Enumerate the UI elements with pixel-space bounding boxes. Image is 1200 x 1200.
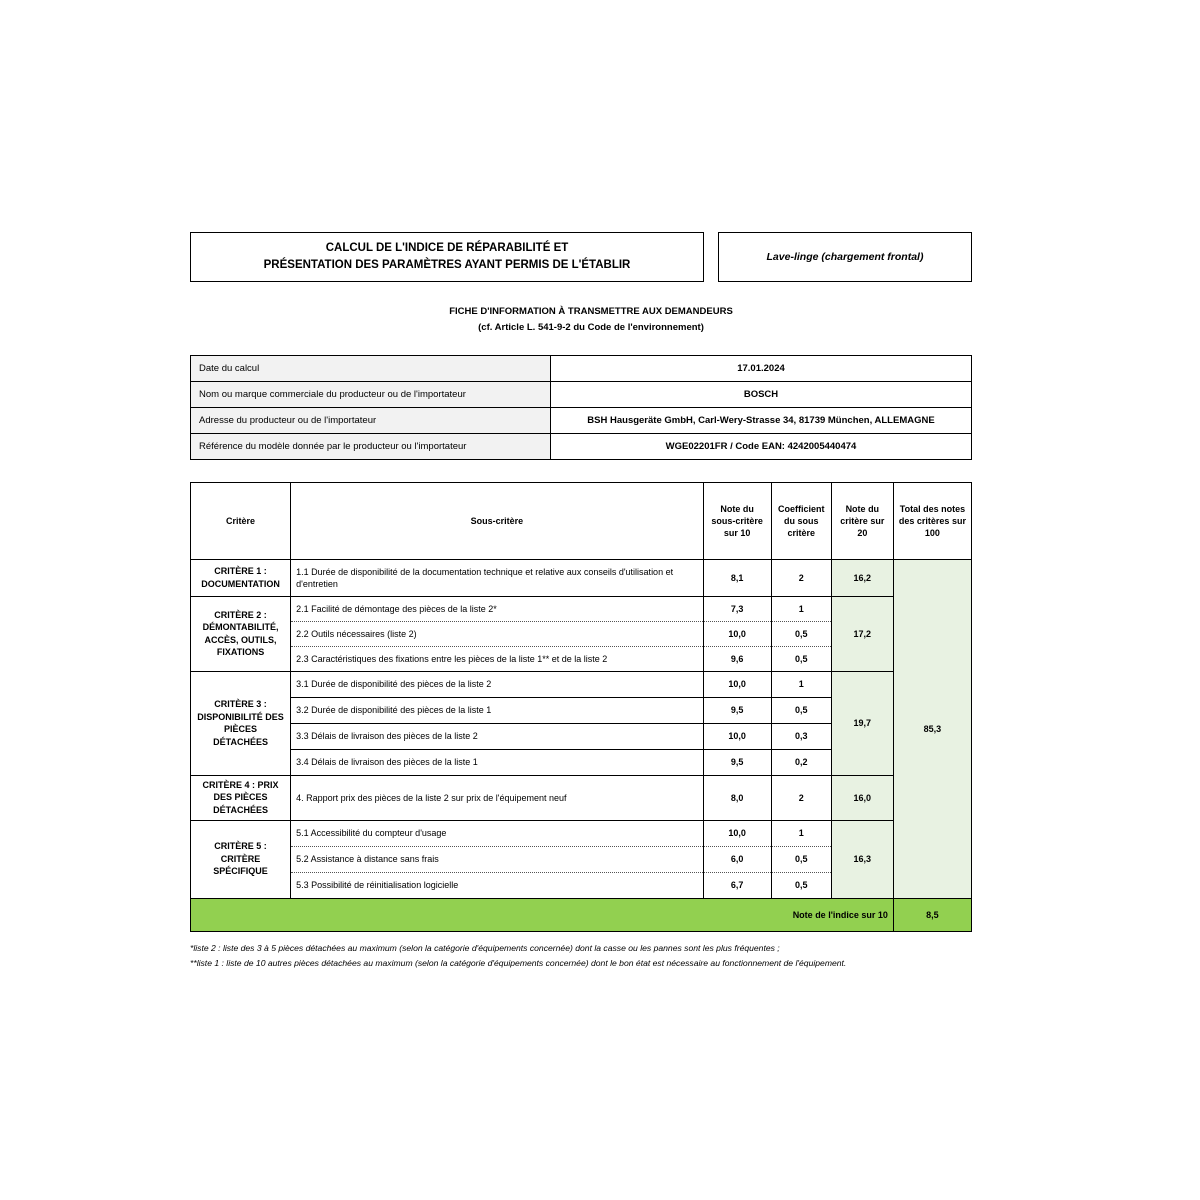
criterion-name-5: CRITÈRE 5 : CRITÈRE SPÉCIFIQUE [191, 820, 291, 898]
subcriterion-coef-2-3: 0,5 [771, 646, 831, 671]
subcriterion-note-2-2: 10,0 [703, 621, 771, 646]
subcriterion-coef-4-1: 2 [771, 775, 831, 820]
subcriterion-note-5-1: 10,0 [703, 820, 771, 846]
header-total: Total des notes des critères sur 100 [893, 482, 971, 559]
header-sous-critere: Sous-critère [291, 482, 704, 559]
final-score-value: 8,5 [893, 898, 971, 931]
table-row [191, 559, 972, 596]
subcriterion-note-5-2: 6,0 [703, 846, 771, 872]
subcriterion-coef-2-1: 1 [771, 596, 831, 621]
subtitle-line2: (cf. Article L. 541-9-2 du Code de l'environnement) [478, 321, 704, 333]
table-row [191, 355, 972, 381]
criterion-note20-5: 16,3 [831, 820, 893, 898]
page-title-line2: PRÉSENTATION DES PARAMÈTRES AYANT PERMIS DE L'ÉTABLIR [263, 258, 631, 271]
id-value-date: 17.01.2024 [551, 355, 972, 381]
subcriterion-label-2-2: 2.2 Outils nécessaires (liste 2) [291, 621, 704, 646]
subcriterion-coef-5-1: 1 [771, 820, 831, 846]
subcriterion-coef-5-3: 0,5 [771, 872, 831, 898]
subcriterion-coef-1-1: 2 [771, 559, 831, 596]
identification-table [190, 355, 972, 460]
final-score-label: Note de l'indice sur 10 [191, 898, 894, 931]
header-coefficient: Coefficient du sous critère [771, 482, 831, 559]
table-row [191, 775, 972, 820]
subcriterion-coef-3-1: 1 [771, 671, 831, 697]
footnote-1: *liste 2 : liste des 3 à 5 pièces détachées au maximum (selon la catégorie d'équipements concernée) dont la casse ou les pannes sont les plus fréquentes ; [190, 942, 780, 953]
subcriterion-label-2-3: 2.3 Caractéristiques des fixations entre les pièces de la liste 1** et de la liste 2 [291, 646, 704, 671]
scoring-table [190, 482, 972, 932]
page-title [190, 232, 704, 282]
criterion-note20-2: 17,2 [831, 596, 893, 671]
table-row [191, 433, 972, 459]
scoring-table-header-row [191, 482, 972, 559]
criterion-note20-3: 19,7 [831, 671, 893, 775]
document-header [190, 232, 972, 282]
subcriterion-label-3-2: 3.2 Durée de disponibilité des pièces de la liste 1 [291, 697, 704, 723]
subcriterion-label-1-1: 1.1 Durée de disponibilité de la documentation technique et relative aux conseils d'utilisation et d'entretien [291, 559, 704, 596]
subcriterion-coef-5-2: 0,5 [771, 846, 831, 872]
footnotes [190, 941, 972, 973]
table-row [191, 407, 972, 433]
subcriterion-label-3-1: 3.1 Durée de disponibilité des pièces de la liste 2 [291, 671, 704, 697]
subcriterion-note-2-3: 9,6 [703, 646, 771, 671]
id-value-brand: BOSCH [551, 381, 972, 407]
table-row [191, 596, 972, 621]
total-score: 85,3 [893, 559, 971, 898]
subcriterion-label-2-1: 2.1 Facilité de démontage des pièces de la liste 2* [291, 596, 704, 621]
final-score-row [191, 898, 972, 931]
table-row [191, 381, 972, 407]
subcriterion-coef-3-2: 0,5 [771, 697, 831, 723]
criterion-note20-4: 16,0 [831, 775, 893, 820]
id-label-address: Adresse du producteur ou de l'importateur [191, 407, 551, 433]
subcriterion-note-4-1: 8,0 [703, 775, 771, 820]
id-label-date: Date du calcul [191, 355, 551, 381]
criterion-name-2: CRITÈRE 2 : DÉMONTABILITÉ, ACCÈS, OUTILS, FIXATIONS [191, 596, 291, 671]
id-value-model: WGE02201FR / Code EAN: 4242005440474 [551, 433, 972, 459]
header-critere: Critère [191, 482, 291, 559]
subcriterion-note-3-3: 10,0 [703, 723, 771, 749]
subcriterion-coef-3-4: 0,2 [771, 749, 831, 775]
subcriterion-note-3-1: 10,0 [703, 671, 771, 697]
subcriterion-note-2-1: 7,3 [703, 596, 771, 621]
subcriterion-note-3-4: 9,5 [703, 749, 771, 775]
header-spacer [704, 232, 718, 282]
repairability-index-sheet [190, 232, 972, 972]
header-note-sous-critere: Note du sous-critère sur 10 [703, 482, 771, 559]
id-label-brand: Nom ou marque commerciale du producteur ou de l'importateur [191, 381, 551, 407]
table-row [191, 820, 972, 846]
header-note-critere: Note du critère sur 20 [831, 482, 893, 559]
subcriterion-note-5-3: 6,7 [703, 872, 771, 898]
subcriterion-label-5-2: 5.2 Assistance à distance sans frais [291, 846, 704, 872]
criterion-note20-1: 16,2 [831, 559, 893, 596]
footnote-2: **liste 1 : liste de 10 autres pièces détachées au maximum (selon la catégorie d'équipements concernée) dont le bon état est nécessaire au fonctionnement de l'équipement. [190, 958, 847, 969]
subcriterion-label-5-3: 5.3 Possibilité de réinitialisation logicielle [291, 872, 704, 898]
subcriterion-label-4-1: 4. Rapport prix des pièces de la liste 2 sur prix de l'équipement neuf [291, 775, 704, 820]
page-title-line1: CALCUL DE L'INDICE DE RÉPARABILITÉ ET [325, 242, 569, 254]
id-value-address: BSH Hausgeräte GmbH, Carl-Wery-Strasse 34, 81739 München, ALLEMAGNE [551, 407, 972, 433]
subcriterion-note-1-1: 8,1 [703, 559, 771, 596]
subcriterion-coef-3-3: 0,3 [771, 723, 831, 749]
criterion-name-1: CRITÈRE 1 : DOCUMENTATION [191, 559, 291, 596]
id-label-model: Référence du modèle donnée par le producteur ou l'importateur [191, 433, 551, 459]
subtitle-line1: FICHE D'INFORMATION À TRANSMETTRE AUX DEMANDEURS [449, 306, 733, 318]
table-row [191, 671, 972, 697]
subcriterion-coef-2-2: 0,5 [771, 621, 831, 646]
document-subtitle [190, 304, 972, 334]
subcriterion-label-3-4: 3.4 Délais de livraison des pièces de la liste 1 [291, 749, 704, 775]
criterion-name-3: CRITÈRE 3 : DISPONIBILITÉ DES PIÈCES DÉTACHÉES [191, 671, 291, 775]
subcriterion-label-3-3: 3.3 Délais de livraison des pièces de la liste 2 [291, 723, 704, 749]
subcriterion-label-5-1: 5.1 Accessibilité du compteur d'usage [291, 820, 704, 846]
subcriterion-note-3-2: 9,5 [703, 697, 771, 723]
criterion-name-4: CRITÈRE 4 : PRIX DES PIÈCES DÉTACHÉES [191, 775, 291, 820]
product-category: Lave-linge (chargement frontal) [718, 232, 972, 282]
